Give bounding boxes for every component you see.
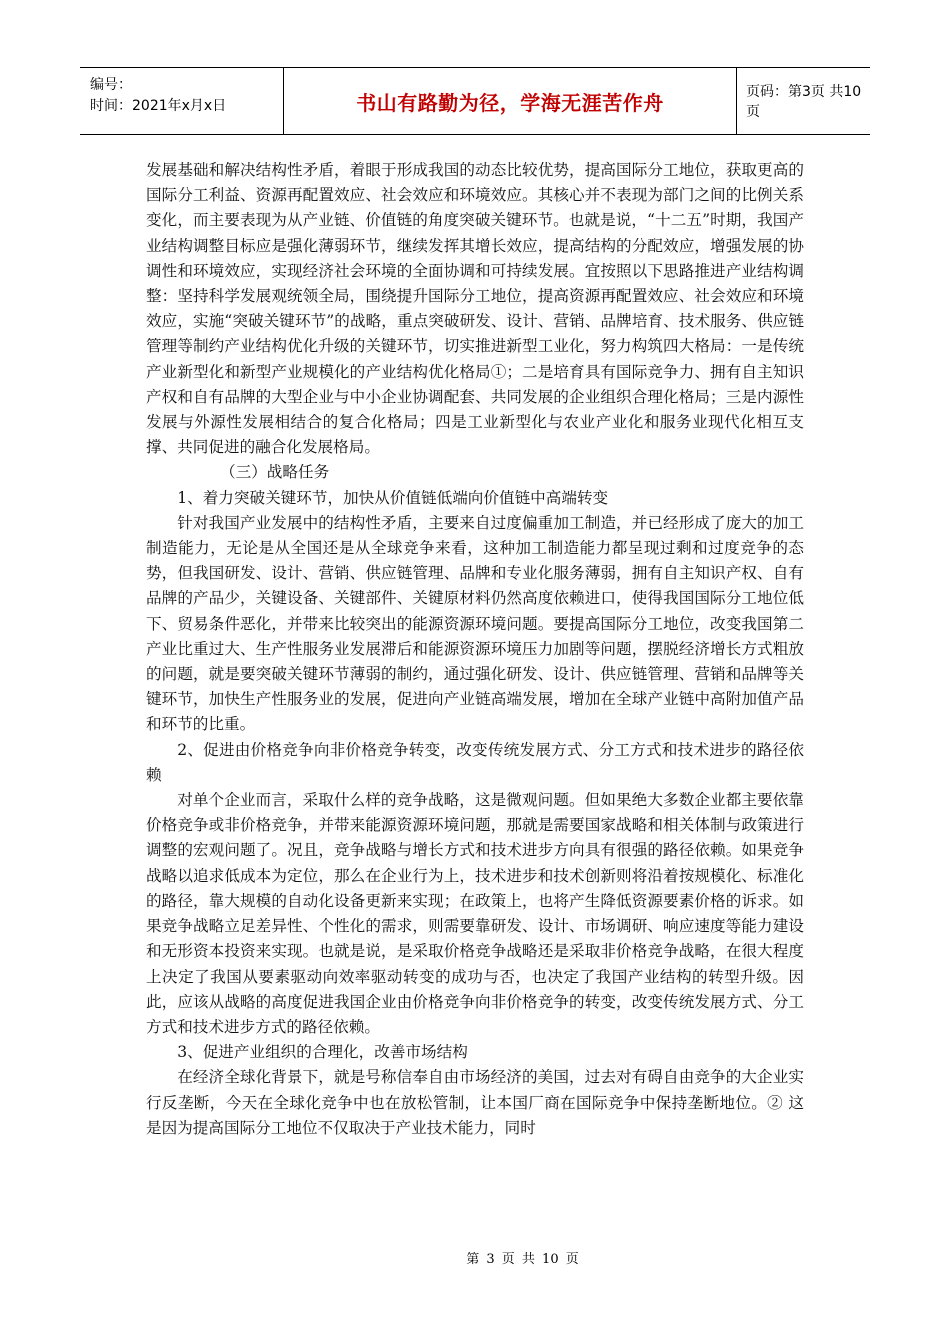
header-meta-cell bbox=[80, 68, 284, 134]
paragraph-industrial-organization: 在经济全球化背景下，就是号称信奉自由市场经济的美国，过去对有碍自由竞争的大企业实行反垄断，今天在全球化竞争中也在放松管制，让本国厂商在国际竞争中保持垄断地位。② 这是因为提高国际分工地位不仅取决于产业技术能力，同时 bbox=[146, 1068, 804, 1137]
paragraph-key-links: 针对我国产业发展中的结构性矛盾，主要来自过度偏重加工制造，并已经形成了庞大的加工制造能力，无论是从全国还是从全球竞争来看，这种加工制造能力都呈现过剩和过度竞争的态势，但我国研发、设计、营销、供应链管理、品牌和专业化服务薄弱，拥有自主知识产权、自有品牌的产品少，关键设备、关键部件、关键原材料仍然高度依赖进口，使得我国国际分工地位低下、贸易条件恶化，并带来比较突出的能源资源环境问题。要提高国际分工地位，改变我国第二产业比重过大、生产性服务业发展滞后和能源资源环境压力加剧等问题，摆脱经济增长方式粗放的问题，就是要突破关键环节薄弱的制约，通过强化研发、设计、供应链管理、营销和品牌等关键环节，加快生产性服务业的发展，促进向产业链高端发展，增加在全球产业链中高附加值产品和环节的比重。 bbox=[146, 513, 804, 734]
document-body bbox=[146, 158, 804, 1141]
paragraph-continuation: 发展基础和解决结构性矛盾，着眼于形成我国的动态比较优势，提高国际分工地位，获取更高的国际分工利益、资源再配置效应、社会效应和环境效应。其核心并不表现为部门之间的比例关系变化，而主要表现为从产业链、价值链的角度突破关键环节。也就是说，“十二五”时期，我国产业结构调整目标应是强化薄弱环节，继续发挥其增长效应，提高结构的分配效应，增强发展的协调性和环境效应，实现经济社会环境的全面协调和可持续发展。宜按照以下思路推进产业结构调整：坚持科学发展观统领全局，围绕提升国际分工地位，提高资源再配置效应、社会效应和环境效应，实施“突破关键环节”的战略，重点突破研发、设计、营销、品牌培育、技术服务、供应链管理等制约产业结构优化升级的关键环节，切实推进新型工业化，努力构筑四大格局：一是传统产业新型化和新型产业规模化的产业结构优化格局①；二是培育具有国际竞争力、拥有自主知识产权和自有品牌的大型企业与中小企业协调配套、共同发展的企业组织合理化格局；三是内源性发展与外源性发展相结合的复合化格局；四是工业新型化与农业产业化和服务业现代化相互支撑、共同促进的融合化发展格局。 bbox=[146, 161, 804, 457]
page-header bbox=[80, 67, 870, 135]
document-number-label: 编号： bbox=[90, 77, 132, 93]
section-heading-strategic-tasks: （三）战略任务 bbox=[220, 463, 330, 482]
page-footer: 第 3 页 共 10 页 bbox=[466, 1252, 579, 1267]
header-motto: 书山有路勤为径，学海无涯苦作舟 bbox=[356, 90, 664, 115]
subheading-industrial-organization: 3、促进产业组织的合理化，改善市场结构 bbox=[177, 1043, 468, 1062]
header-page-cell bbox=[737, 68, 870, 134]
subheading-non-price-competition: 2、促进由价格竞争向非价格竞争转变，改变传统发展方式、分工方式和技术进步的路径依赖 bbox=[146, 740, 804, 784]
header-motto-cell bbox=[284, 68, 737, 134]
paragraph-non-price-competition: 对单个企业而言，采取什么样的竞争战略，这是微观问题。但如果绝大多数企业都主要依靠价格竞争或非价格竞争，并带来能源资源环境问题，那就是需要国家战略和相关体制与政策进行调整的宏观问题了。况且，竞争战略与增长方式和技术进步方向具有很强的路径依赖。如果竞争战略以追求低成本为定位，那么在企业行为上，技术进步和技术创新则将沿着按规模化、标准化的路径，靠大规模的自动化设备更新来实现；在政策上，也将产生降低资源要素价格的诉求。如果竞争战略立足差异性、个性化的需求，则需要靠研发、设计、市场调研、响应速度等能力建设和无形资本投资来实现。也就是说，是采取价格竞争战略还是采取非价格竞争战略，在很大程度上决定了我国从要素驱动向效率驱动转变的成功与否，也决定了我国产业结构的转型升级。因此，应该从战略的高度促进我国企业由价格竞争向非价格竞争的转变，改变传统发展方式、分工方式和技术进步方式的路径依赖。 bbox=[146, 791, 804, 1036]
subheading-key-links: 1、着力突破关键环节，加快从价值链低端向价值链中高端转变 bbox=[177, 488, 609, 507]
header-page-info: 页码：第3页 共10页 bbox=[746, 84, 862, 120]
document-date-label: 时间：2021年x月x日 bbox=[90, 98, 227, 114]
